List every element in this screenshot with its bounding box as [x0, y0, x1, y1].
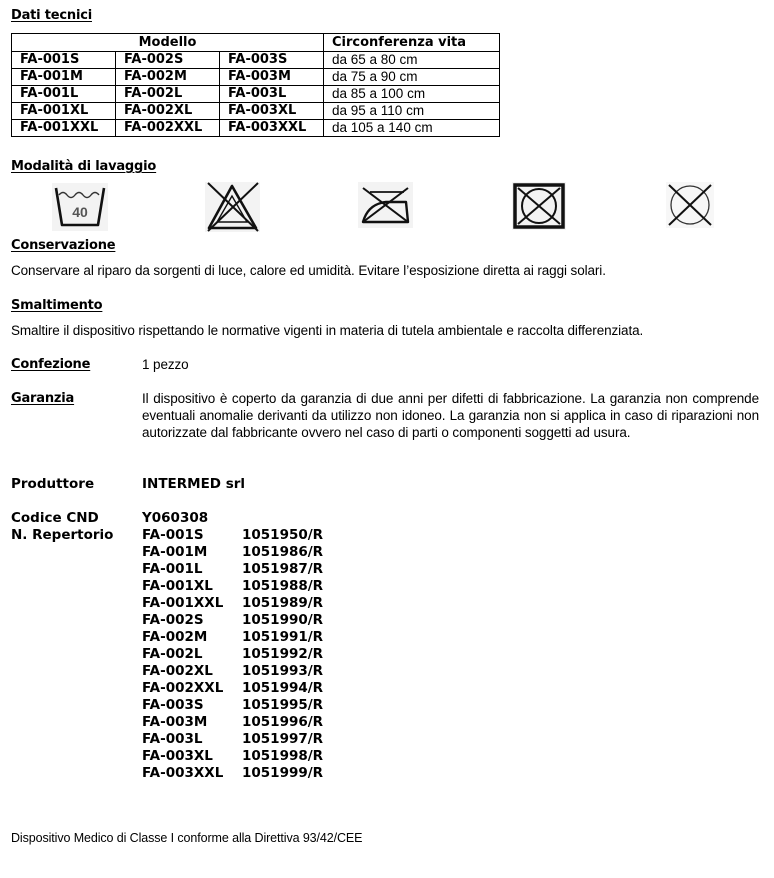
label-confezione: Confezione — [11, 357, 91, 372]
no-bleach-icon — [205, 182, 260, 232]
model-cell: FA-002M — [116, 69, 220, 86]
no-tumble-dry-icon — [512, 182, 566, 230]
produttore-value: INTERMED srl — [142, 476, 246, 492]
repertorio-code: FA-001S — [142, 527, 204, 543]
table-row — [12, 69, 500, 86]
repertorio-number: 1051997/R — [242, 731, 324, 747]
section-title-smaltimento: Smaltimento — [11, 298, 103, 313]
repertorio-code: FA-003M — [142, 714, 208, 730]
header-circumference: Circonferenza vita — [324, 34, 500, 52]
model-cell: FA-003S — [220, 52, 324, 69]
repertorio-number: 1051995/R — [242, 697, 324, 713]
repertorio-code: FA-001XL — [142, 578, 213, 594]
list-item — [142, 527, 323, 543]
list-item — [142, 629, 323, 645]
repertorio-code: FA-002S — [142, 612, 204, 628]
repertorio-code: FA-001L — [142, 561, 203, 577]
repertorio-number: 1051987/R — [242, 561, 324, 577]
repertorio-code: FA-003XXL — [142, 765, 224, 781]
list-item — [142, 612, 323, 628]
list-item — [142, 646, 323, 662]
model-cell: FA-001XL — [12, 103, 116, 120]
repertorio-number: 1051994/R — [242, 680, 324, 696]
repertorio-number: 1051999/R — [242, 765, 324, 781]
repertorio-code: FA-003L — [142, 731, 203, 747]
repertorio-code: FA-002M — [142, 629, 208, 645]
repertorio-number: 1051989/R — [242, 595, 324, 611]
table-header-row — [12, 34, 500, 52]
repertorio-number: 1051998/R — [242, 748, 324, 764]
no-iron-icon — [358, 182, 413, 228]
list-item — [142, 765, 323, 781]
repertorio-code: FA-002L — [142, 646, 203, 662]
model-cell: FA-002XXL — [116, 120, 220, 137]
circumference-cell: da 95 a 110 cm — [324, 103, 500, 120]
repertorio-code: FA-001M — [142, 544, 208, 560]
confezione-value: 1 pezzo — [142, 357, 189, 372]
model-cell: FA-001XXL — [12, 120, 116, 137]
list-item — [142, 731, 323, 747]
repertorio-number: 1051986/R — [242, 544, 324, 560]
table-row — [12, 86, 500, 103]
list-item — [142, 578, 323, 594]
repertorio-number: 1051991/R — [242, 629, 324, 645]
repertorio-code: FA-003S — [142, 697, 204, 713]
no-dry-clean-icon — [666, 182, 714, 228]
table-row — [12, 103, 500, 120]
model-cell: FA-001S — [12, 52, 116, 69]
wash-40-icon — [52, 183, 108, 231]
label-garanzia: Garanzia — [11, 391, 75, 406]
conservazione-text: Conservare al riparo da sorgenti di luce, calore ed umidità. Evitare l’esposizione diretta ai raggi solari. — [11, 263, 606, 278]
model-cell: FA-003L — [220, 86, 324, 103]
repertorio-code: FA-002XL — [142, 663, 213, 679]
list-item — [142, 544, 323, 560]
label-produttore: Produttore — [11, 476, 95, 492]
repertorio-number: 1051990/R — [242, 612, 324, 628]
circumference-cell: da 65 a 80 cm — [324, 52, 500, 69]
list-item — [142, 714, 323, 730]
model-cell: FA-003XL — [220, 103, 324, 120]
label-repertorio: N. Repertorio — [11, 527, 114, 543]
section-title-conservazione: Conservazione — [11, 238, 116, 253]
repertorio-number: 1051988/R — [242, 578, 324, 594]
spec-table — [11, 33, 500, 137]
table-row — [12, 120, 500, 137]
list-item — [142, 697, 323, 713]
model-cell: FA-002S — [116, 52, 220, 69]
footer-compliance-text: Dispositivo Medico di Classe I conforme alla Direttiva 93/42/CEE — [11, 831, 363, 845]
list-item — [142, 561, 323, 577]
repertorio-code: FA-003XL — [142, 748, 213, 764]
model-cell: FA-002XL — [116, 103, 220, 120]
list-item — [142, 680, 323, 696]
repertorio-code: FA-002XXL — [142, 680, 224, 696]
repertorio-number: 1051996/R — [242, 714, 324, 730]
circumference-cell: da 75 a 90 cm — [324, 69, 500, 86]
repertorio-code: FA-001XXL — [142, 595, 224, 611]
section-title-lavaggio: Modalità di lavaggio — [11, 159, 157, 174]
model-cell: FA-001L — [12, 86, 116, 103]
section-title-dati-tecnici: Dati tecnici — [11, 8, 92, 23]
repertorio-number: 1051993/R — [242, 663, 324, 679]
circumference-cell: da 85 a 100 cm — [324, 86, 500, 103]
table-row — [12, 52, 500, 69]
garanzia-text: Il dispositivo è coperto da garanzia di due anni per difetti di fabbricazione. La garanzia non comprende eventuali anomalie derivanti da utilizzo non idoneo. La garanzia non si applica in caso di riparazioni non autorizzate dal fabbricante ovvero nel caso di parti o componenti soggetti ad usura. — [142, 391, 759, 440]
label-codice-cnd: Codice CND — [11, 510, 99, 526]
model-cell: FA-003M — [220, 69, 324, 86]
model-cell: FA-003XXL — [220, 120, 324, 137]
svg-text:40: 40 — [72, 204, 88, 220]
header-model: Modello — [12, 34, 324, 52]
list-item — [142, 595, 323, 611]
model-cell: FA-002L — [116, 86, 220, 103]
model-cell: FA-001M — [12, 69, 116, 86]
list-item — [142, 748, 323, 764]
repertorio-number: 1051950/R — [242, 527, 324, 543]
circumference-cell: da 105 a 140 cm — [324, 120, 500, 137]
smaltimento-text: Smaltire il dispositivo rispettando le normative vigenti in materia di tutela ambientale e raccolta differenziata. — [11, 323, 644, 338]
codice-cnd-value: Y060308 — [142, 510, 209, 526]
repertorio-number: 1051992/R — [242, 646, 324, 662]
list-item — [142, 663, 323, 679]
